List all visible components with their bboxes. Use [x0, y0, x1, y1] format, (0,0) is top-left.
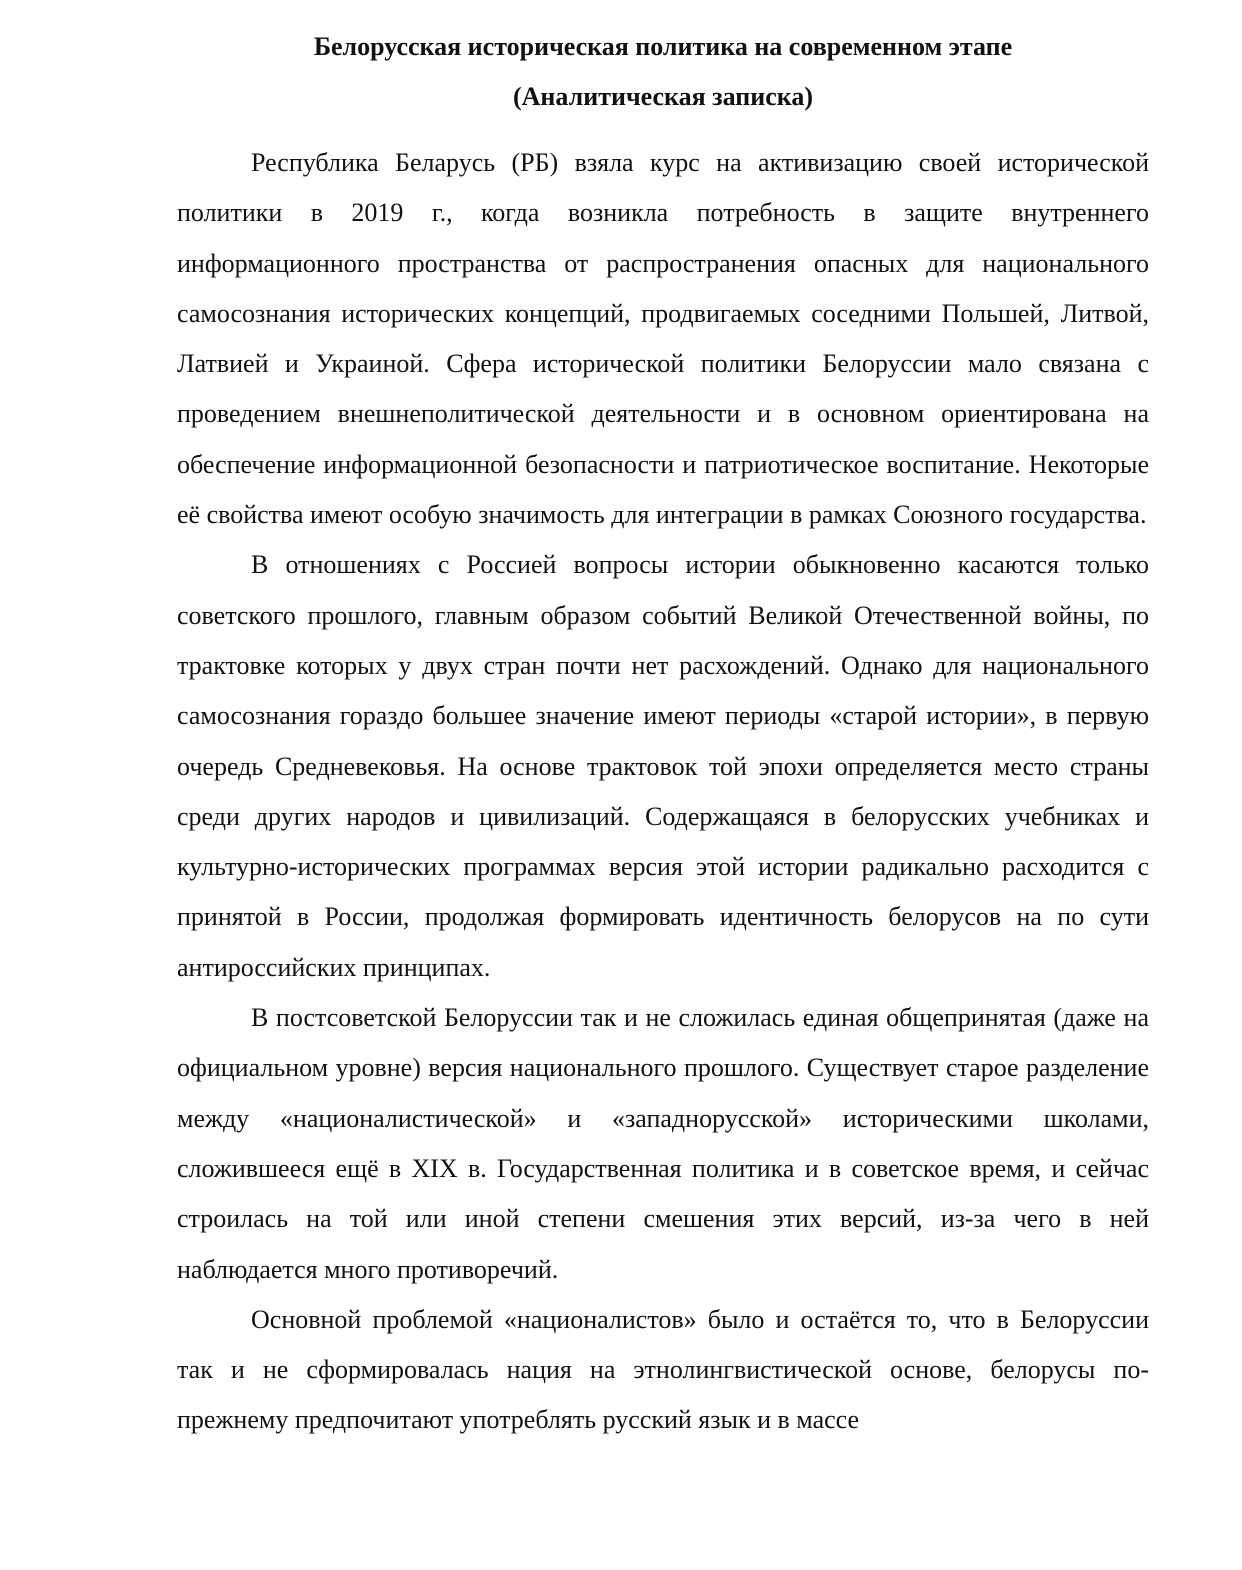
title-main: Белорусская историческая политика на современном этапе [313, 32, 1013, 61]
paragraph-3: В постсоветской Белоруссии так и не сложилась единая общепринятая (даже на официальном уровне) версия национального прошлого. Существует старое разделение между «националистической» и «западнорусской» историческими школами, сложившееся ещё в XIX в. Государственная политика и в советское время, и сейчас строилась на той или иной степени смешения этих версий, из-за чего в ней наблюдается много противоречий. [177, 1003, 1149, 1284]
document-page [177, 22, 1149, 1446]
paragraph-2: В отношениях с Россией вопросы истории обыкновенно касаются только советского прошлого, главным образом событий Великой Отечественной войны, по трактовке которых у двух стран почти нет расхождений. Однако для национального самосознания гораздо большее значение имеют периоды «старой истории», в первую очередь Средневековья. На основе трактовок той эпохи определяется место страны среди других народов и цивилизаций. Содержащаяся в белорусских учебниках и культурно-исторических программах версия этой истории радикально расходится с принятой в России, продолжая формировать идентичность белорусов на по сути антироссийских принципах. [177, 550, 1149, 982]
document-title [177, 22, 1149, 122]
paragraph-4: Основной проблемой «националистов» было и остаётся то, что в Белоруссии так и не сформировалась нация на этнолингвистической основе, белорусы по-прежнему предпочитают употреблять русский язык и в массе [177, 1304, 1149, 1435]
paragraph-1: Республика Беларусь (РБ) взяла курс на активизацию своей исторической политики в 2019 г., когда возникла потребность в защите внутреннего информационного пространства от распространения опасных для национального самосознания исторических концепций, продвигаемых соседними Польшей, Литвой, Латвией и Украиной. Сфера исторической политики Белоруссии мало связана с проведением внешнеполитической деятельности и в основном ориентирована на обеспечение информационной безопасности и патриотическое воспитание. Некоторые её свойства имеют особую значимость для интеграции в рамках Союзного государства. [177, 148, 1149, 530]
title-subtitle: (Аналитическая записка) [512, 82, 814, 111]
